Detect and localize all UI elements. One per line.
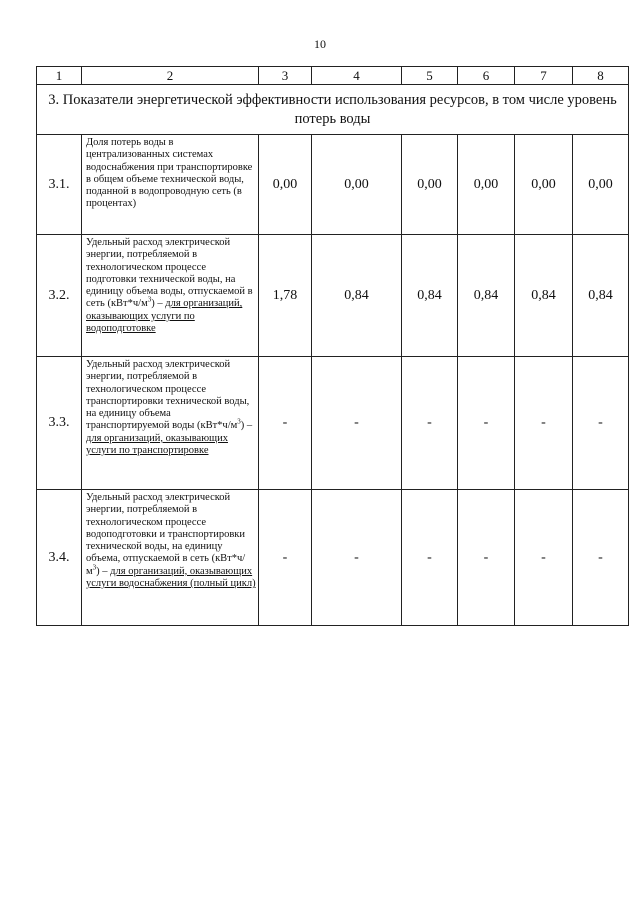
section-title: 3. Показатели энергетической эффективности использования ресурсов, в том числе уровень потерь воды: [37, 85, 629, 135]
table-row: [37, 357, 629, 490]
table-row: [37, 235, 629, 357]
page-number: 10: [314, 37, 326, 51]
row-value: -: [515, 490, 573, 626]
table-row: [37, 135, 629, 235]
description-text: Доля потерь воды в централизованных системах водоснабжения при транспортировке в общем объеме технической воды, поданной в водопроводную сеть (в процентах): [86, 137, 253, 210]
row-value: 0,84: [312, 235, 402, 357]
unit-suffix: ) –: [151, 298, 166, 310]
underlined-scope: для организаций, оказывающих услуги по транспортировке: [86, 432, 228, 457]
row-value: -: [458, 357, 515, 490]
row-value: -: [515, 357, 573, 490]
section-header-row: [37, 85, 629, 135]
underlined-scope: для организаций, оказывающих услуги водоснабжения (полный цикл): [86, 565, 256, 590]
row-description: [82, 490, 259, 626]
row-value: -: [573, 490, 629, 626]
row-value: 0,84: [515, 235, 573, 357]
row-value: 0,00: [515, 135, 573, 235]
row-value: -: [402, 490, 458, 626]
column-number-row: [37, 67, 629, 85]
column-number: 3: [259, 67, 312, 85]
column-number: 7: [515, 67, 573, 85]
row-value: -: [259, 357, 312, 490]
indicators-table: [36, 66, 629, 626]
row-value: 0,84: [458, 235, 515, 357]
row-value: 0,00: [312, 135, 402, 235]
column-number: 1: [37, 67, 82, 85]
row-value: 1,78: [259, 235, 312, 357]
row-value: -: [259, 490, 312, 626]
unit-exponent: 3: [92, 563, 97, 572]
row-value: 0,00: [402, 135, 458, 235]
row-number: 3.4.: [37, 490, 82, 626]
column-number: 4: [312, 67, 402, 85]
row-number: 3.3.: [37, 357, 82, 490]
row-value: -: [458, 490, 515, 626]
unit-exponent: 3: [147, 295, 152, 304]
row-description: [82, 357, 259, 490]
underlined-scope: для организаций, оказывающих услуги по водоподготовке: [86, 298, 243, 335]
column-number: 2: [82, 67, 259, 85]
row-value: 0,00: [458, 135, 515, 235]
row-value: -: [312, 357, 402, 490]
row-description: [82, 235, 259, 357]
unit-exponent: 3: [237, 417, 241, 426]
description-text: Удельный расход электрической энергии, потребляемой в технологическом процессе подготовки технической воды, на единицу объема воды, отпускаемой в сеть: [86, 237, 253, 310]
row-value: 0,00: [259, 135, 312, 235]
row-value: -: [312, 490, 402, 626]
row-value: -: [573, 357, 629, 490]
unit-text: (кВт*ч/м: [86, 553, 246, 577]
row-description: [82, 135, 259, 235]
row-value: 0,00: [573, 135, 629, 235]
row-value: 0,84: [573, 235, 629, 357]
column-number: 6: [458, 67, 515, 85]
row-number: 3.1.: [37, 135, 82, 235]
unit-suffix: ) –: [240, 420, 253, 432]
table-row: [37, 490, 629, 626]
description-text: Удельный расход электрической энергии, потребляемой в технологическом процессе водоподготовки и транспортировки технической воды, на единицу объема, отпускаемой в сеть: [86, 492, 246, 565]
column-number: 8: [573, 67, 629, 85]
unit-suffix: ) –: [96, 565, 111, 577]
column-number: 5: [402, 67, 458, 85]
row-number: 3.2.: [37, 235, 82, 357]
unit-text: (кВт*ч/м: [107, 298, 148, 310]
row-value: 0,84: [402, 235, 458, 357]
description-text: Удельный расход электрической энергии, потребляемой в технологическом процессе транспортировки технической воды, на единицу объема транспортируемой воды: [86, 359, 250, 432]
row-value: -: [402, 357, 458, 490]
unit-text: (кВт*ч/м: [196, 420, 238, 432]
